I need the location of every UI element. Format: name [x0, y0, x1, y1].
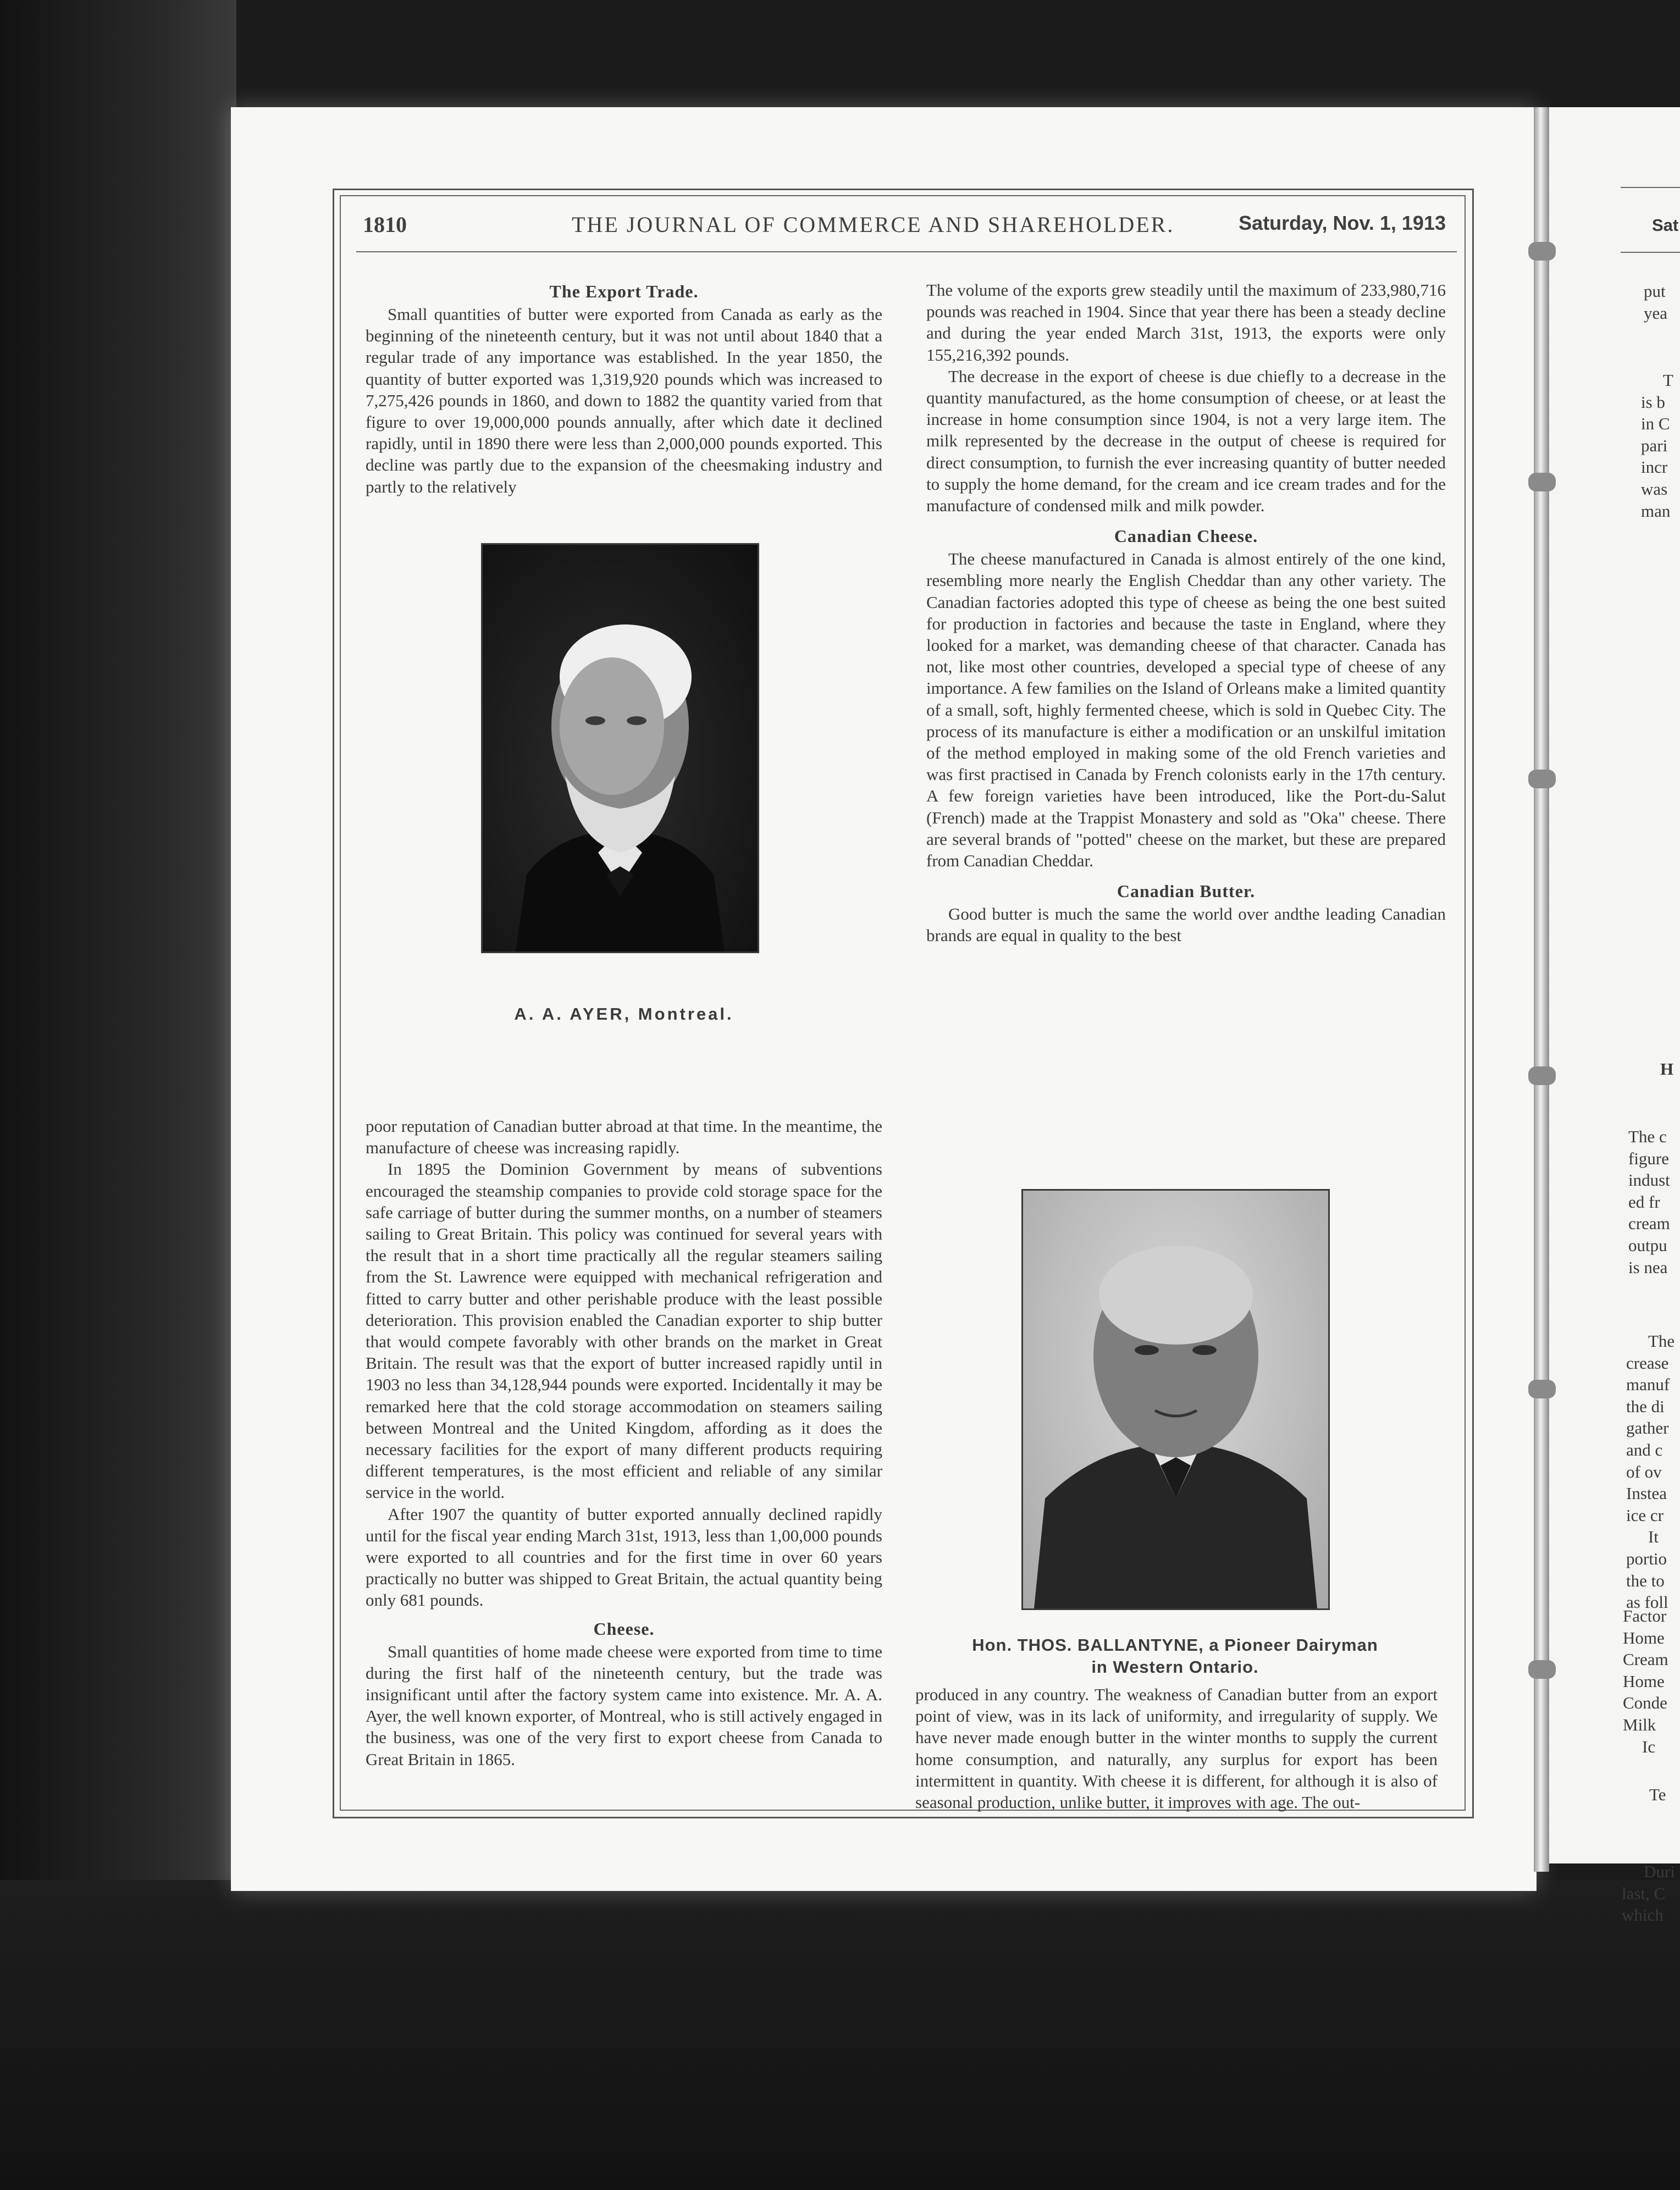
export-trade-heading: The Export Trade. — [549, 281, 699, 301]
next-page-fragment-g — [1622, 1861, 1675, 1926]
fragment-line: cream — [1628, 1214, 1670, 1234]
export-trade-section — [366, 279, 882, 497]
caption-ayer: A. A. AYER, Montreal. — [514, 1004, 734, 1024]
fragment-line: put — [1644, 281, 1666, 301]
next-page-fragment-f: Te — [1649, 1785, 1666, 1804]
fragment-line: Duri — [1644, 1862, 1675, 1881]
next-page-fragment-b — [1641, 369, 1673, 522]
fragment-line: manuf — [1626, 1375, 1670, 1395]
fragment-line: It — [1648, 1527, 1659, 1547]
fragment-line: Cream — [1623, 1650, 1668, 1669]
fragment-line: yea — [1644, 303, 1668, 323]
fragment-line: figure — [1628, 1148, 1670, 1168]
caption-ballantyne-line1: Hon. THOS. BALLANTYNE, a Pioneer Dairyman — [972, 1635, 1378, 1655]
page-number: 1810 — [363, 212, 407, 237]
fragment-line: and c — [1626, 1440, 1663, 1459]
fragment-line: Ic — [1642, 1736, 1656, 1756]
canadian-butter-paragraph: Good butter is much the same the world over andthe leading Canadian brands are equal in quality to the best — [926, 904, 1446, 945]
fragment-line: the to — [1626, 1570, 1665, 1590]
binding-knot — [1528, 473, 1556, 491]
portrait-ayer-drawing — [483, 545, 758, 952]
binding-strip — [1534, 107, 1549, 1872]
fragment-line: ed fr — [1628, 1192, 1660, 1212]
fragment-line: outpu — [1628, 1235, 1667, 1255]
fragment-line: the di — [1626, 1396, 1665, 1416]
fragment-line: Factor — [1623, 1606, 1667, 1625]
fragment-line: incr — [1641, 457, 1668, 477]
paragraph-1895: In 1895 the Dominion Government by means of subventions encouraged the steamship companies to provide cold storage space for the safe carriage of butter during the summer months, on a number of steamers sailing to Great Britain. This policy was continued for several years with the result that in a short time practically all the regular steamers sailing from the St. Lawrence were equipped with mechanical refrigeration and fitted to carry butter and other perishable produce with the least possible deterioration. This provision enabled the Canadian exporter to ship butter that would compete favorably with other brands on the market in Great Britain. The result was that the export of butter increased rapidly until in 1903 no less than 34,128,944 pounds were exported. Incidentally it may be remarked here that the cold storage accommodation on steamers sailing between Montreal and the United Kingdom, affording as it does the necessary facilities for the export of many different products requiring different temperatures, is the most efficient and reliable of any similar service in the world. — [366, 1159, 882, 1502]
fragment-line: Home — [1623, 1628, 1665, 1647]
fragment-line: in C — [1641, 414, 1670, 434]
binding-knot — [1528, 242, 1556, 261]
next-page-fragment-d — [1626, 1330, 1675, 1613]
scan-background-left — [0, 0, 236, 2190]
page-header — [363, 212, 1446, 245]
next-page-fragment-e — [1623, 1605, 1668, 1757]
fragment-line: The — [1648, 1331, 1675, 1351]
fragment-line: Home — [1623, 1671, 1665, 1691]
next-page-fragment-c — [1628, 1126, 1670, 1278]
portrait-ballantyne-drawing — [1023, 1191, 1328, 1608]
issue-date: Saturday, Nov. 1, 1913 — [1239, 212, 1446, 234]
fragment-line: Milk — [1623, 1715, 1656, 1734]
cheese-heading: Cheese. — [593, 1618, 655, 1639]
fragment-line: as foll — [1626, 1592, 1668, 1612]
fragment-line: T — [1663, 370, 1673, 390]
header-rule — [356, 251, 1457, 252]
binding-knot — [1528, 770, 1556, 788]
fragment-line: portio — [1626, 1549, 1667, 1568]
volume-paragraph: The volume of the exports grew steadily until the maximum of 233,980,716 pounds was reached in 1904. Since that year there has been a steady decline and during the year ended March 31st, 1913, the exports were only 155,216,392 pounds. — [926, 280, 1446, 364]
caption-ballantyne-line2: in Western Ontario. — [1091, 1657, 1259, 1677]
right-continued-paragraph: produced in any country. The weakness of Canadian butter from an export point of view, was in its lack of uniformity, and irregularity of supply. We have never made enough butter in the winter months to supply the current home consumption, and naturally, any surplus for export has been intermittent in quantity. With cheese it is different, for although it is also of seasonal production, unlike butter, it improves with age. The out- — [915, 1685, 1438, 1812]
fragment-line: last, C — [1622, 1883, 1666, 1903]
canadian-butter-heading: Canadian Butter. — [1117, 881, 1256, 902]
cheese-paragraph: Small quantities of home made cheese were exported from time to time during the first half of the nineteenth century, but the trade was insignificant until after the factory system came into existence. Mr. A. A. Ayer, the well known exporter, of Montreal, who is still actively engaged in the business, was one of the very first to export cheese from Canada to Great Britain in 1865. — [366, 1641, 882, 1769]
scan-background-bottom — [0, 1880, 1680, 2190]
canadian-cheese-heading: Canadian Cheese. — [1114, 526, 1258, 546]
next-page-header: Sat — [1652, 215, 1679, 235]
portrait-photo-ayer — [481, 543, 759, 953]
fragment-line: Conde — [1623, 1693, 1667, 1713]
fragment-line: crease — [1626, 1353, 1669, 1373]
caption-ballantyne — [915, 1634, 1435, 1678]
fragment-line: is nea — [1628, 1257, 1668, 1277]
decrease-paragraph: The decrease in the export of cheese is due chiefly to a decrease in the quantity manufactured, as the home consumption of cheese, or at least the increase in home consumption since 1904, is not a very large item. The milk represented by the decrease in the output of cheese is required for direct consumption, to furnish the ever increasing quantity of butter needed to supply the home demand, for the cream and ice cream trades and for the manufacture of condensed milk and milk powder. — [926, 366, 1446, 516]
fragment-line: pari — [1641, 435, 1668, 455]
fragment-line: was — [1641, 479, 1668, 499]
binding-knot — [1528, 1380, 1556, 1398]
fragment-line: ice cr — [1626, 1505, 1664, 1525]
portrait-photo-ballantyne — [1021, 1189, 1330, 1610]
next-page-fragment-a — [1644, 280, 1667, 324]
export-trade-paragraph: Small quantities of butter were exported from Canada as early as the beginning of the nineteenth century, but it was not until about 1840 that a regular trade of any importance was established. In the year 1850, the quantity of butter exported was 1,319,920 pounds which was increased to 7,275,426 pounds in 1860, and down to 1882 the quantity varied from that figure to over 19,000,000 pounds annually, after which date it declined rapidly, until in 1890 there were less than 2,000,000 pounds exported. This decline was partly due to the expansion of the cheesmaking industry and partly to the relatively — [366, 305, 882, 496]
next-page-heading: H — [1660, 1059, 1674, 1079]
next-page-header-rule — [1621, 252, 1680, 253]
binding-knot — [1528, 1660, 1556, 1679]
right-column-bottom — [915, 1684, 1438, 1813]
binding-knot — [1528, 1066, 1556, 1085]
continued-paragraph: poor reputation of Canadian butter abroad at that time. In the meantime, the manufacture of cheese was increasing rapidly. — [366, 1116, 882, 1158]
fragment-line: man — [1641, 501, 1671, 521]
canadian-cheese-paragraph: The cheese manufactured in Canada is almost entirely of the one kind, resembling more nearly the English Cheddar than any other variety. The Canadian factories adopted this type of cheese as being the one best suited for production in factories and because the taste in England, where they looked for a market, was demanding cheese of that character. Canada has not, like most other countries, developed a special type of cheese of any importance. A few families on the Island of Orleans make a limited quantity of a small, soft, highly fermented cheese, which is sold in Quebec City. The process of its manufacture is either a modification or an unskilful imitation of the method employed in making some of the old French varieties and was first practised in Canada by French colonists early in the 17th century. A few foreign varieties have been introduced, like the Port-du-Salut (French) made at the Trappist Monastery and sold as "Oka" cheese. There are several brands of "potted" cheese on the market, but these are prepared from Canadian Cheddar. — [926, 549, 1446, 871]
fragment-line: indust — [1628, 1170, 1670, 1190]
next-page-border — [1621, 187, 1680, 188]
right-column-top — [926, 279, 1446, 947]
journal-title: THE JOURNAL OF COMMERCE AND SHAREHOLDER. — [572, 212, 1175, 237]
paragraph-1907: After 1907 the quantity of butter exported annually declined rapidly until for the fiscal year ending March 31st, 1913, less than 1,00,000 pounds were exported to all countries and for the first time in over 60 years practically no butter was shipped to Great Britain, the actual quantity being only 681 pounds. — [366, 1504, 882, 1610]
fragment-line: Instea — [1626, 1484, 1667, 1503]
fragment-line: gather — [1626, 1418, 1669, 1438]
fragment-line: of ov — [1626, 1462, 1662, 1481]
fragment-line: The c — [1628, 1127, 1667, 1146]
fragment-line: which — [1622, 1905, 1664, 1925]
fragment-line: is b — [1641, 392, 1665, 412]
left-column-continued — [366, 1115, 882, 1770]
